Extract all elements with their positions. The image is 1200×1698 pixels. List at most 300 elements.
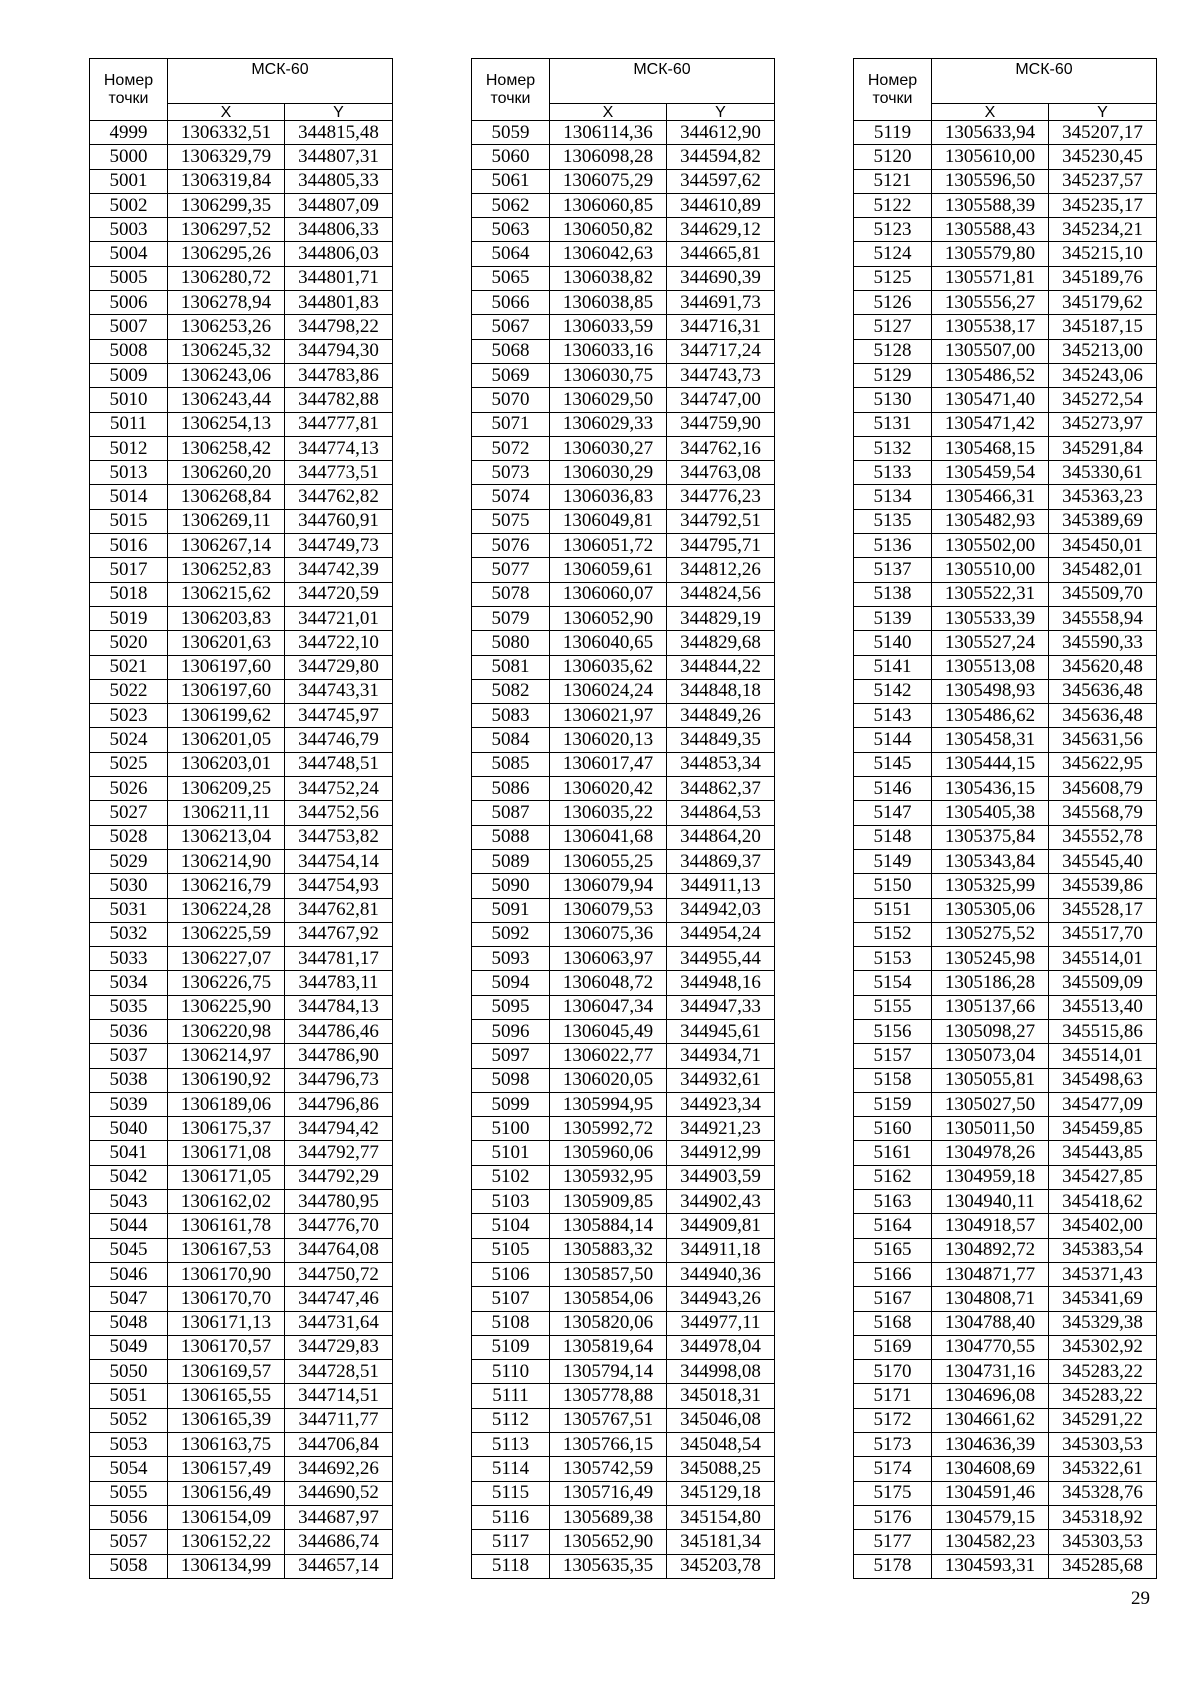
y-column-header: Y (285, 104, 393, 121)
point-number-cell: 5173 (854, 1433, 932, 1457)
point-number-cell: 5018 (90, 582, 168, 606)
table-row (472, 218, 775, 242)
x-coordinate-cell: 1306060,85 (550, 193, 667, 217)
table-row (90, 728, 393, 752)
x-coordinate-cell: 1305766,15 (550, 1433, 667, 1457)
x-coordinate-cell: 1305588,39 (932, 193, 1049, 217)
point-number-cell: 5091 (472, 898, 550, 922)
point-number-cell: 5178 (854, 1554, 932, 1578)
point-number-cell: 5154 (854, 971, 932, 995)
table-row (854, 947, 1157, 971)
point-number-cell: 5108 (472, 1311, 550, 1335)
y-coordinate-cell: 345203,78 (667, 1554, 775, 1578)
table-row (90, 777, 393, 801)
point-number-cell: 5093 (472, 947, 550, 971)
x-coordinate-cell: 1305444,15 (932, 752, 1049, 776)
point-number-cell: 5037 (90, 1044, 168, 1068)
x-coordinate-cell: 1305498,93 (932, 679, 1049, 703)
table-row (472, 169, 775, 193)
table-row (90, 1433, 393, 1457)
point-number-cell: 5120 (854, 145, 932, 169)
point-number-cell: 5094 (472, 971, 550, 995)
point-number-cell: 5117 (472, 1530, 550, 1554)
y-coordinate-cell: 344743,73 (667, 363, 775, 387)
y-coordinate-cell: 345341,69 (1049, 1287, 1157, 1311)
table-row (854, 534, 1157, 558)
y-coordinate-cell: 344764,08 (285, 1238, 393, 1262)
x-coordinate-cell: 1306049,81 (550, 509, 667, 533)
x-coordinate-cell: 1305459,54 (932, 461, 1049, 485)
point-number-cell: 5113 (472, 1433, 550, 1457)
table-row (854, 971, 1157, 995)
y-coordinate-cell: 345568,79 (1049, 801, 1157, 825)
x-coordinate-cell: 1306045,49 (550, 1019, 667, 1043)
point-number-cell: 5048 (90, 1311, 168, 1335)
y-coordinate-cell: 345517,70 (1049, 922, 1157, 946)
y-coordinate-cell: 344815,48 (285, 121, 393, 145)
y-coordinate-cell: 345363,23 (1049, 485, 1157, 509)
y-coordinate-cell: 344824,56 (667, 582, 775, 606)
y-coordinate-cell: 345509,09 (1049, 971, 1157, 995)
table-row (90, 898, 393, 922)
table-row (90, 582, 393, 606)
table-row (90, 971, 393, 995)
y-coordinate-cell: 344711,77 (285, 1408, 393, 1432)
point-number-cell: 5152 (854, 922, 932, 946)
point-number-cell: 5164 (854, 1214, 932, 1238)
point-number-cell: 5167 (854, 1287, 932, 1311)
x-coordinate-cell: 1306017,47 (550, 752, 667, 776)
table-row (472, 1433, 775, 1457)
y-coordinate-cell: 345539,86 (1049, 874, 1157, 898)
x-coordinate-cell: 1306041,68 (550, 825, 667, 849)
point-number-cell: 5096 (472, 1019, 550, 1043)
y-coordinate-cell: 345179,62 (1049, 291, 1157, 315)
point-number-cell: 5006 (90, 291, 168, 315)
x-coordinate-cell: 1305055,81 (932, 1068, 1049, 1092)
x-coordinate-cell: 1306055,25 (550, 849, 667, 873)
table-row (854, 922, 1157, 946)
y-coordinate-cell: 344721,01 (285, 606, 393, 630)
point-number-cell: 5165 (854, 1238, 932, 1262)
point-number-cell: 5114 (472, 1457, 550, 1481)
point-number-cell: 5162 (854, 1165, 932, 1189)
x-coordinate-cell: 1306171,05 (168, 1165, 285, 1189)
x-coordinate-cell: 1306030,29 (550, 461, 667, 485)
point-number-cell: 5072 (472, 436, 550, 460)
table-row (90, 534, 393, 558)
x-coordinate-cell: 1305588,43 (932, 218, 1049, 242)
x-coordinate-cell: 1306203,01 (168, 752, 285, 776)
point-number-cell: 5103 (472, 1190, 550, 1214)
point-number-cell: 5062 (472, 193, 550, 217)
point-number-cell: 5076 (472, 534, 550, 558)
table-row (90, 315, 393, 339)
y-coordinate-cell: 345329,38 (1049, 1311, 1157, 1335)
coordinates-table-1 (89, 58, 393, 1579)
y-coordinate-cell: 345235,17 (1049, 193, 1157, 217)
point-number-cell: 5034 (90, 971, 168, 995)
x-coordinate-cell: 1306075,36 (550, 922, 667, 946)
y-column-header: Y (667, 104, 775, 121)
point-number-cell: 5088 (472, 825, 550, 849)
y-coordinate-cell: 344947,33 (667, 995, 775, 1019)
x-coordinate-cell: 1305073,04 (932, 1044, 1049, 1068)
point-number-cell: 5055 (90, 1481, 168, 1505)
y-coordinate-cell: 345046,08 (667, 1408, 775, 1432)
y-coordinate-cell: 345482,01 (1049, 558, 1157, 582)
point-number-cell: 5105 (472, 1238, 550, 1262)
table-row (472, 1165, 775, 1189)
x-coordinate-cell: 1305502,00 (932, 534, 1049, 558)
y-coordinate-cell: 345498,63 (1049, 1068, 1157, 1092)
x-column-header: X (550, 104, 667, 121)
point-number-cell: 5024 (90, 728, 168, 752)
point-number-cell: 5119 (854, 121, 932, 145)
x-coordinate-cell: 1306252,83 (168, 558, 285, 582)
point-number-cell: 5046 (90, 1262, 168, 1286)
point-number-cell: 5104 (472, 1214, 550, 1238)
y-coordinate-cell: 344742,39 (285, 558, 393, 582)
table-row (90, 291, 393, 315)
x-coordinate-cell: 1306156,49 (168, 1481, 285, 1505)
y-coordinate-cell: 345608,79 (1049, 777, 1157, 801)
table-row (854, 1360, 1157, 1384)
point-number-cell: 5122 (854, 193, 932, 217)
table-row (472, 1408, 775, 1432)
point-number-cell: 5057 (90, 1530, 168, 1554)
y-coordinate-cell: 345477,09 (1049, 1092, 1157, 1116)
point-number-cell: 5129 (854, 363, 932, 387)
table-row (90, 1019, 393, 1043)
y-coordinate-cell: 344786,90 (285, 1044, 393, 1068)
x-coordinate-cell: 1306214,97 (168, 1044, 285, 1068)
x-coordinate-cell: 1305857,50 (550, 1262, 667, 1286)
y-coordinate-cell: 344792,77 (285, 1141, 393, 1165)
point-number-cell: 5032 (90, 922, 168, 946)
y-coordinate-cell: 344774,13 (285, 436, 393, 460)
table-row (472, 363, 775, 387)
point-number-cell: 5060 (472, 145, 550, 169)
table-row (854, 363, 1157, 387)
point-number-cell: 5142 (854, 679, 932, 703)
point-number-cell: 5166 (854, 1262, 932, 1286)
y-coordinate-cell: 345552,78 (1049, 825, 1157, 849)
y-coordinate-cell: 345622,95 (1049, 752, 1157, 776)
y-coordinate-cell: 344594,82 (667, 145, 775, 169)
y-coordinate-cell: 344806,03 (285, 242, 393, 266)
point-number-cell: 5155 (854, 995, 932, 1019)
table-row (90, 485, 393, 509)
x-coordinate-cell: 1306253,26 (168, 315, 285, 339)
point-number-cell: 5008 (90, 339, 168, 363)
point-number-cell: 5066 (472, 291, 550, 315)
y-coordinate-cell: 345237,57 (1049, 169, 1157, 193)
point-number-cell: 5160 (854, 1117, 932, 1141)
y-coordinate-cell: 344849,26 (667, 704, 775, 728)
y-coordinate-cell: 344807,09 (285, 193, 393, 217)
table-row (472, 1117, 775, 1141)
y-coordinate-cell: 344767,92 (285, 922, 393, 946)
x-coordinate-cell: 1306152,22 (168, 1530, 285, 1554)
table-row (472, 947, 775, 971)
table-row (90, 849, 393, 873)
table-row (90, 1190, 393, 1214)
table-row (472, 1092, 775, 1116)
table-row (854, 339, 1157, 363)
coordinates-table-2 (471, 58, 775, 1579)
x-coordinate-cell: 1305652,90 (550, 1530, 667, 1554)
table-row (90, 1554, 393, 1578)
table-row (472, 995, 775, 1019)
point-number-cell: 5116 (472, 1505, 550, 1529)
x-coordinate-cell: 1305486,62 (932, 704, 1049, 728)
x-coordinate-cell: 1306227,07 (168, 947, 285, 971)
x-coordinate-cell: 1305436,15 (932, 777, 1049, 801)
table-row (472, 436, 775, 460)
table-row (854, 1044, 1157, 1068)
x-coordinate-cell: 1304959,18 (932, 1165, 1049, 1189)
x-coordinate-cell: 1305579,80 (932, 242, 1049, 266)
x-coordinate-cell: 1306268,84 (168, 485, 285, 509)
table-row (854, 801, 1157, 825)
point-number-cell: 5133 (854, 461, 932, 485)
y-coordinate-cell: 344657,14 (285, 1554, 393, 1578)
x-coordinate-cell: 1305538,17 (932, 315, 1049, 339)
x-coordinate-cell: 1306254,13 (168, 412, 285, 436)
table-row (854, 874, 1157, 898)
table-row (90, 1335, 393, 1359)
point-number-cell: 5000 (90, 145, 168, 169)
y-coordinate-cell: 344955,44 (667, 947, 775, 971)
point-number-header: Номер точки (90, 59, 168, 121)
y-coordinate-cell: 344749,73 (285, 534, 393, 558)
y-coordinate-cell: 344746,79 (285, 728, 393, 752)
table-row (90, 1481, 393, 1505)
point-number-cell: 5146 (854, 777, 932, 801)
x-coordinate-cell: 1304591,46 (932, 1481, 1049, 1505)
y-coordinate-cell: 344781,17 (285, 947, 393, 971)
y-coordinate-cell: 344912,99 (667, 1141, 775, 1165)
point-number-cell: 5023 (90, 704, 168, 728)
x-coordinate-cell: 1306319,84 (168, 169, 285, 193)
x-coordinate-cell: 1306040,65 (550, 631, 667, 655)
point-number-cell: 5095 (472, 995, 550, 1019)
y-coordinate-cell: 345018,31 (667, 1384, 775, 1408)
table-row (854, 582, 1157, 606)
point-number-cell: 5121 (854, 169, 932, 193)
table-row (854, 315, 1157, 339)
y-coordinate-cell: 345283,22 (1049, 1384, 1157, 1408)
y-coordinate-cell: 345590,33 (1049, 631, 1157, 655)
y-coordinate-cell: 345528,17 (1049, 898, 1157, 922)
point-number-cell: 5043 (90, 1190, 168, 1214)
table-row (90, 874, 393, 898)
point-number-cell: 5013 (90, 461, 168, 485)
x-coordinate-cell: 1306050,82 (550, 218, 667, 242)
x-coordinate-cell: 1305522,31 (932, 582, 1049, 606)
x-coordinate-cell: 1306213,04 (168, 825, 285, 849)
y-coordinate-cell: 344954,24 (667, 922, 775, 946)
point-number-cell: 5059 (472, 121, 550, 145)
y-coordinate-cell: 344747,46 (285, 1287, 393, 1311)
y-coordinate-cell: 345514,01 (1049, 1044, 1157, 1068)
y-coordinate-cell: 344807,31 (285, 145, 393, 169)
y-coordinate-cell: 344743,31 (285, 679, 393, 703)
table-row (90, 1068, 393, 1092)
point-number-cell: 5163 (854, 1190, 932, 1214)
table-row (90, 1117, 393, 1141)
table-row (854, 558, 1157, 582)
x-coordinate-cell: 1306224,28 (168, 898, 285, 922)
x-coordinate-cell: 1305571,81 (932, 266, 1049, 290)
table-row (90, 752, 393, 776)
y-coordinate-cell: 344794,42 (285, 1117, 393, 1141)
table-row (90, 947, 393, 971)
table-row (90, 436, 393, 460)
table-row (854, 1408, 1157, 1432)
x-coordinate-cell: 1305819,64 (550, 1335, 667, 1359)
x-coordinate-cell: 1306209,25 (168, 777, 285, 801)
point-number-cell: 5171 (854, 1384, 932, 1408)
point-number-cell: 5150 (854, 874, 932, 898)
table-row (472, 1190, 775, 1214)
table-row (854, 1505, 1157, 1529)
table-row (90, 631, 393, 655)
table-row (472, 849, 775, 873)
x-coordinate-cell: 1305884,14 (550, 1214, 667, 1238)
x-coordinate-cell: 1306243,06 (168, 363, 285, 387)
x-coordinate-cell: 1306278,94 (168, 291, 285, 315)
x-coordinate-cell: 1306167,53 (168, 1238, 285, 1262)
y-coordinate-cell: 345213,00 (1049, 339, 1157, 363)
table-row (90, 801, 393, 825)
point-number-cell: 5176 (854, 1505, 932, 1529)
point-number-cell: 5158 (854, 1068, 932, 1092)
x-coordinate-cell: 1304661,62 (932, 1408, 1049, 1432)
point-number-cell: 5123 (854, 218, 932, 242)
point-number-cell: 5169 (854, 1335, 932, 1359)
y-coordinate-cell: 345285,68 (1049, 1554, 1157, 1578)
table-row (854, 995, 1157, 1019)
table-row (854, 1457, 1157, 1481)
y-coordinate-cell: 344716,31 (667, 315, 775, 339)
table-row (854, 1481, 1157, 1505)
x-coordinate-cell: 1305556,27 (932, 291, 1049, 315)
y-coordinate-cell: 344945,61 (667, 1019, 775, 1043)
table-row (854, 1019, 1157, 1043)
table-row (90, 218, 393, 242)
y-coordinate-cell: 345515,86 (1049, 1019, 1157, 1043)
x-coordinate-cell: 1306047,34 (550, 995, 667, 1019)
table-row (472, 534, 775, 558)
x-coordinate-cell: 1306079,94 (550, 874, 667, 898)
x-coordinate-cell: 1306165,55 (168, 1384, 285, 1408)
table-row (472, 679, 775, 703)
x-coordinate-cell: 1306171,08 (168, 1141, 285, 1165)
x-coordinate-cell: 1305137,66 (932, 995, 1049, 1019)
x-coordinate-cell: 1306245,32 (168, 339, 285, 363)
point-number-cell: 5170 (854, 1360, 932, 1384)
x-coordinate-cell: 1304940,11 (932, 1190, 1049, 1214)
x-coordinate-cell: 1306075,29 (550, 169, 667, 193)
table-row (472, 509, 775, 533)
y-coordinate-cell: 344932,61 (667, 1068, 775, 1092)
table-row (90, 1092, 393, 1116)
x-coordinate-cell: 1306267,14 (168, 534, 285, 558)
y-coordinate-cell: 345215,10 (1049, 242, 1157, 266)
table-row (854, 1311, 1157, 1335)
table-row (854, 849, 1157, 873)
point-number-cell: 5017 (90, 558, 168, 582)
table-row (472, 1214, 775, 1238)
point-number-cell: 5159 (854, 1092, 932, 1116)
point-number-cell: 5125 (854, 266, 932, 290)
point-number-cell: 5074 (472, 485, 550, 509)
table-row (854, 606, 1157, 630)
table-row (854, 1190, 1157, 1214)
y-coordinate-cell: 345322,61 (1049, 1457, 1157, 1481)
x-coordinate-cell: 1306197,60 (168, 679, 285, 703)
point-number-cell: 5144 (854, 728, 932, 752)
point-number-cell: 5143 (854, 704, 932, 728)
y-coordinate-cell: 344911,13 (667, 874, 775, 898)
table-row (472, 461, 775, 485)
x-coordinate-cell: 1306079,53 (550, 898, 667, 922)
y-coordinate-cell: 345230,45 (1049, 145, 1157, 169)
y-coordinate-cell: 344978,04 (667, 1335, 775, 1359)
table-row (472, 971, 775, 995)
point-number-cell: 5063 (472, 218, 550, 242)
table-row (90, 266, 393, 290)
table-row (90, 193, 393, 217)
point-number-cell: 5145 (854, 752, 932, 776)
table-row (472, 898, 775, 922)
point-number-cell: 5039 (90, 1092, 168, 1116)
table-row (90, 339, 393, 363)
x-coordinate-cell: 1306052,90 (550, 606, 667, 630)
x-coordinate-cell: 1305275,52 (932, 922, 1049, 946)
x-coordinate-cell: 1304593,31 (932, 1554, 1049, 1578)
y-coordinate-cell: 344754,93 (285, 874, 393, 898)
y-coordinate-cell: 345234,21 (1049, 218, 1157, 242)
y-coordinate-cell: 344752,24 (285, 777, 393, 801)
point-number-cell: 5052 (90, 1408, 168, 1432)
x-coordinate-cell: 1306243,44 (168, 388, 285, 412)
table-row (854, 242, 1157, 266)
table-row (854, 777, 1157, 801)
y-coordinate-cell: 345154,80 (667, 1505, 775, 1529)
table-row (472, 1505, 775, 1529)
y-coordinate-cell: 345302,92 (1049, 1335, 1157, 1359)
point-number-cell: 5003 (90, 218, 168, 242)
table-row (472, 1287, 775, 1311)
y-coordinate-cell: 345383,54 (1049, 1238, 1157, 1262)
y-coordinate-cell: 344792,29 (285, 1165, 393, 1189)
x-coordinate-cell: 1305778,88 (550, 1384, 667, 1408)
point-number-cell: 5014 (90, 485, 168, 509)
x-coordinate-cell: 1306175,37 (168, 1117, 285, 1141)
table-row (854, 388, 1157, 412)
point-number-cell: 5135 (854, 509, 932, 533)
point-number-cell: 5071 (472, 412, 550, 436)
x-coordinate-cell: 1305716,49 (550, 1481, 667, 1505)
table-row (472, 728, 775, 752)
table-row (854, 1238, 1157, 1262)
point-number-cell: 5001 (90, 169, 168, 193)
point-number-cell: 5131 (854, 412, 932, 436)
x-coordinate-cell: 1306020,05 (550, 1068, 667, 1092)
